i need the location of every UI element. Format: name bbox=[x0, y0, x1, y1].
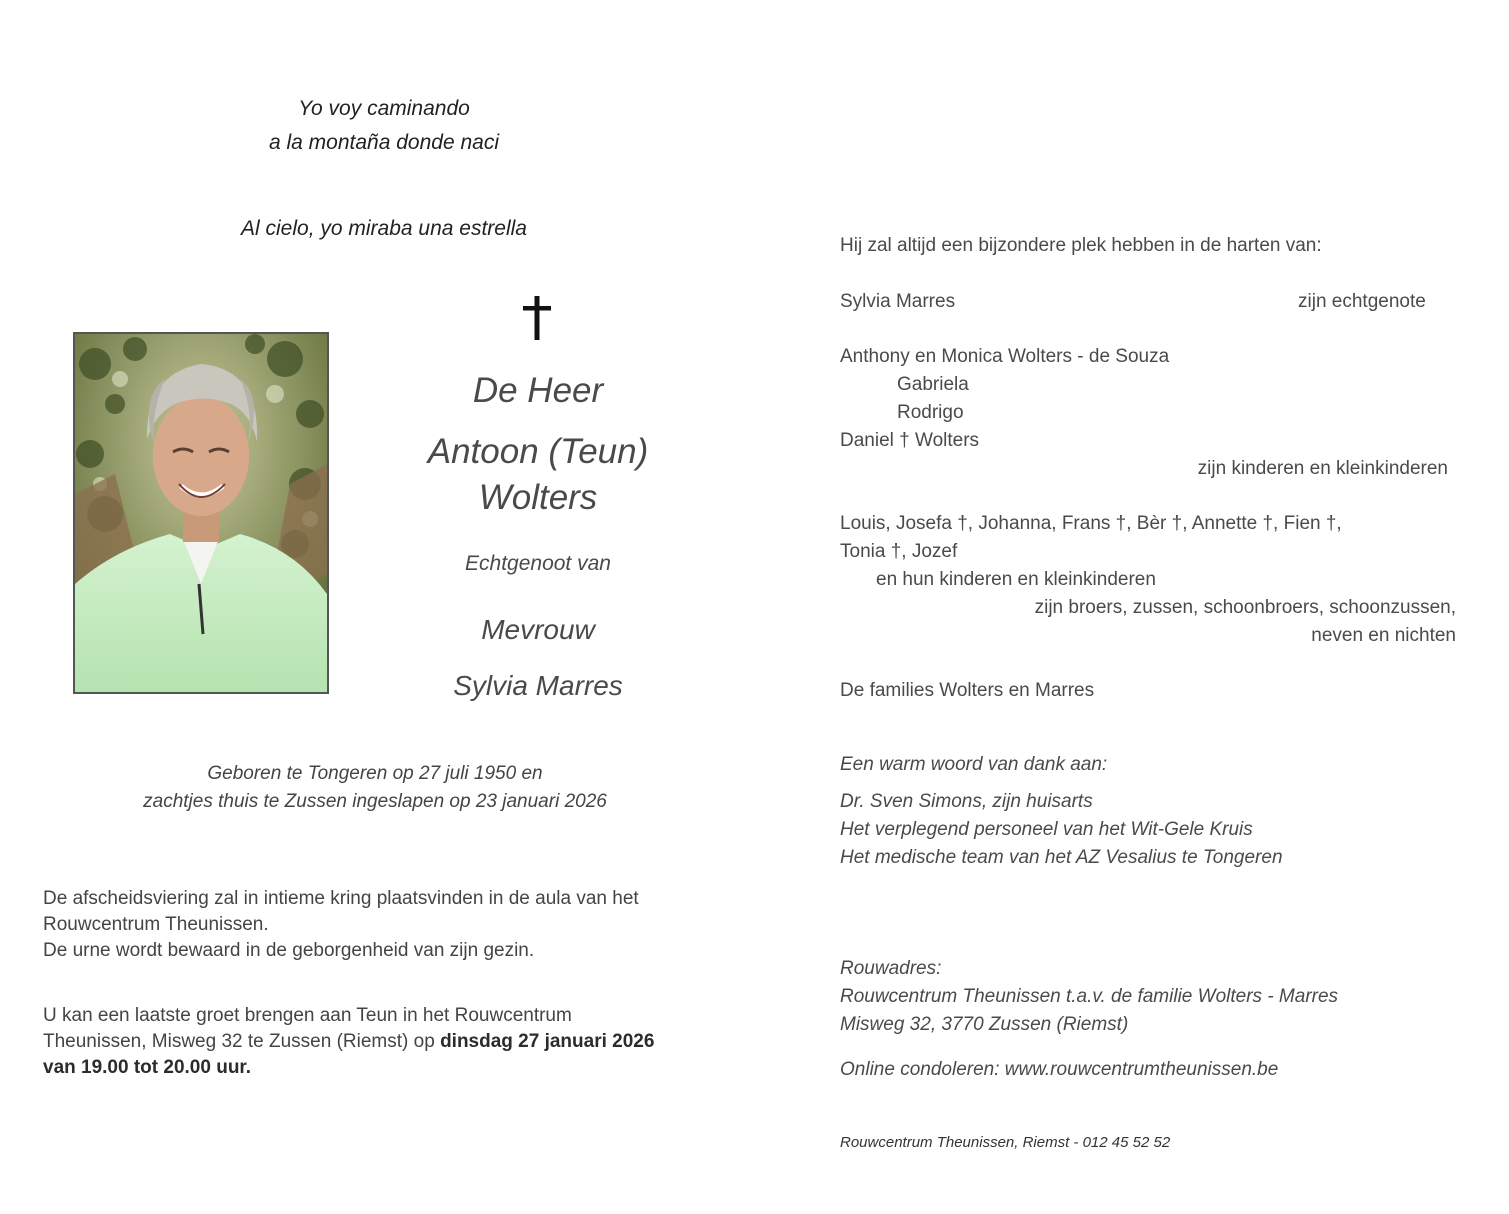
cross-icon bbox=[505, 288, 569, 344]
family-spouse-role: zijn echtgenote bbox=[1298, 291, 1426, 312]
relation-text: Echtgenoot van bbox=[465, 552, 611, 575]
family-child-1: Anthony en Monica Wolters - de Souza bbox=[840, 346, 1170, 367]
family-grandchild-2: Rodrigo bbox=[897, 402, 964, 423]
visit-time: van 19.00 tot 20.00 uur. bbox=[43, 1057, 252, 1078]
family-siblings-line-3: en hun kinderen en kleinkinderen bbox=[876, 569, 1156, 590]
family-intro: Hij zal altijd een bijzondere plek hebben in de harten van: bbox=[840, 235, 1322, 256]
poem-line-3: Al cielo, yo miraba una estrella bbox=[241, 217, 527, 240]
poem-line-2: a la montaña donde naci bbox=[268, 131, 499, 154]
family-siblings-role-2: neven en nichten bbox=[1311, 625, 1456, 646]
thanks-line-3: Het medische team van het AZ Vesalius te Tongeren bbox=[840, 847, 1283, 868]
visit-date: dinsdag 27 januari 2026 bbox=[440, 1031, 655, 1052]
family-spouse-name: Sylvia Marres bbox=[840, 291, 956, 312]
deceased-name-line-1: Antoon (Teun) bbox=[427, 432, 649, 471]
dates-line-1: Geboren te Tongeren op 27 juli 1950 en bbox=[207, 763, 543, 784]
ceremony-line-1: De afscheidsviering zal in intieme kring plaatsvinden in de aula van het bbox=[43, 888, 639, 909]
thanks-line-2: Het verplegend personeel van het Wit-Gele Kruis bbox=[840, 819, 1253, 840]
portrait-photo bbox=[73, 332, 329, 694]
visit-line-2: Theunissen, Misweg 32 te Zussen (Riemst) op bbox=[43, 1031, 441, 1052]
family-children-role: zijn kinderen en kleinkinderen bbox=[1197, 458, 1448, 479]
ceremony-line-3: De urne wordt bewaard in de geborgenheid van zijn gezin. bbox=[43, 940, 535, 961]
spouse-name: Sylvia Marres bbox=[453, 670, 623, 701]
family-grandchild-1: Gabriela bbox=[897, 374, 969, 395]
spouse-title: Mevrouw bbox=[481, 614, 595, 645]
family-child-2: Daniel † Wolters bbox=[840, 430, 980, 451]
visit-line-1: U kan een laatste groet brengen aan Teun in het Rouwcentrum bbox=[43, 1005, 572, 1026]
thanks-line-1: Dr. Sven Simons, zijn huisarts bbox=[840, 791, 1093, 812]
thanks-intro: Een warm woord van dank aan: bbox=[840, 754, 1108, 775]
deceased-title: De Heer bbox=[472, 371, 604, 410]
family-families: De families Wolters en Marres bbox=[840, 680, 1095, 701]
portrait-photo-image bbox=[75, 334, 327, 692]
address-line-1: Rouwcentrum Theunissen t.a.v. de familie Wolters - Marres bbox=[840, 986, 1339, 1007]
poem-line-1: Yo voy caminando bbox=[298, 97, 470, 120]
family-siblings-line-1: Louis, Josefa †, Johanna, Frans †, Bèr †, Annette †, Fien †, bbox=[840, 513, 1342, 534]
dates-line-2: zachtjes thuis te Zussen ingeslapen op 23 januari 2026 bbox=[143, 791, 607, 812]
ceremony-line-2: Rouwcentrum Theunissen. bbox=[43, 914, 269, 935]
family-siblings-line-2: Tonia †, Jozef bbox=[840, 541, 958, 562]
address-label: Rouwadres: bbox=[840, 958, 942, 979]
footer-text: Rouwcentrum Theunissen, Riemst - 012 45 52 52 bbox=[840, 1134, 1171, 1151]
address-line-2: Misweg 32, 3770 Zussen (Riemst) bbox=[840, 1014, 1129, 1035]
deceased-name-line-2: Wolters bbox=[478, 478, 598, 517]
online-condolence: Online condoleren: www.rouwcentrumtheunissen.be bbox=[840, 1059, 1279, 1080]
family-siblings-role-1: zijn broers, zussen, schoonbroers, schoonzussen, bbox=[1034, 597, 1456, 618]
